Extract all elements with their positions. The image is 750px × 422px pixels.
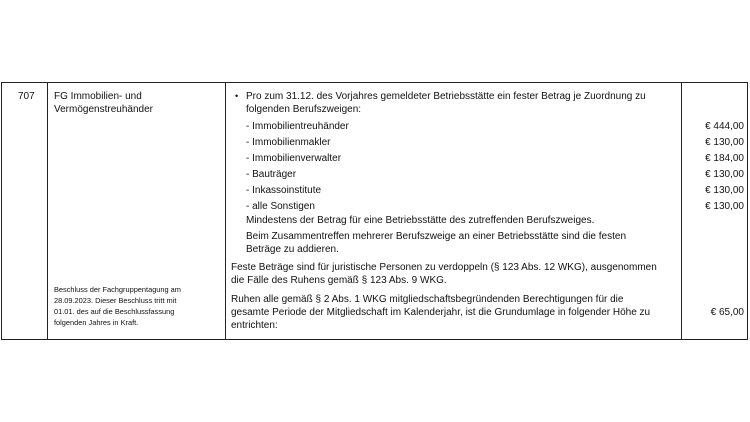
dormancy-line: gesamte Periode der Mitgliedschaft im Kalenderjahr, ist die Grundumlage in folgender Höhe zu bbox=[231, 307, 651, 318]
dormancy-line: Ruhen alle gemäß § 2 Abs. 1 WKG mitgliedschaftsbegründenden Berechtigungen für die bbox=[231, 294, 624, 305]
intro-line: Pro zum 31.12. des Vorjahres gemeldeter Betriebsstätte ein fester Betrag je Zuordnung zu bbox=[246, 91, 646, 102]
multiple-professions-line: Beträge zu addieren. bbox=[246, 244, 339, 255]
resolution-note-line: Beschluss der Fachgruppentagung am bbox=[54, 285, 181, 294]
column-divider bbox=[47, 83, 48, 339]
profession-item: - Immobilienmakler bbox=[246, 137, 331, 148]
description-cell bbox=[226, 83, 681, 339]
resolution-note-line: folgenden Jahres in Kraft. bbox=[54, 318, 139, 327]
profession-item: - Bauträger bbox=[246, 169, 297, 180]
legal-entities-line: die Fälle des Ruhens gemäß § 123 Abs. 9 WKG. bbox=[231, 275, 447, 286]
multiple-professions-line: Beim Zusammentreffen mehrerer Berufszweige an einer Betriebsstätte sind die festen bbox=[246, 231, 626, 242]
resolution-note-line: 01.01. des auf die Beschlussfassung bbox=[54, 307, 175, 316]
amount-cell bbox=[682, 83, 747, 339]
amount-value: € 130,00 bbox=[705, 185, 744, 196]
dormancy-amount: € 65,00 bbox=[710, 307, 744, 318]
intro-line: folgenden Berufszweigen: bbox=[246, 104, 362, 115]
profession-item: - Immobilientreuhänder bbox=[246, 121, 349, 132]
minimum-note: Mindestens der Betrag für eine Betriebsstätte des zutreffenden Berufszweiges. bbox=[246, 215, 595, 226]
profession-item: - Immobilienverwalter bbox=[246, 153, 342, 164]
amount-value: € 130,00 bbox=[705, 201, 744, 212]
row-number: 707 bbox=[18, 91, 35, 102]
group-name-line: Vermögenstreuhänder bbox=[54, 104, 153, 115]
bullet-icon: • bbox=[235, 91, 239, 101]
dormancy-line: entrichten: bbox=[231, 320, 278, 331]
resolution-note-line: 28.09.2023. Dieser Beschluss tritt mit bbox=[54, 296, 177, 305]
amount-value: € 130,00 bbox=[705, 137, 744, 148]
group-name-line: FG Immobilien- und bbox=[54, 91, 142, 102]
tariff-table bbox=[1, 82, 748, 340]
profession-item: - Inkassoinstitute bbox=[246, 185, 322, 196]
amount-value: € 444,00 bbox=[705, 121, 744, 132]
profession-item: - alle Sonstigen bbox=[246, 201, 315, 212]
amount-value: € 184,00 bbox=[705, 153, 744, 164]
legal-entities-line: Feste Beträge sind für juristische Personen zu verdoppeln (§ 123 Abs. 12 WKG), ausgenommen bbox=[231, 262, 657, 273]
amount-value: € 130,00 bbox=[705, 169, 744, 180]
